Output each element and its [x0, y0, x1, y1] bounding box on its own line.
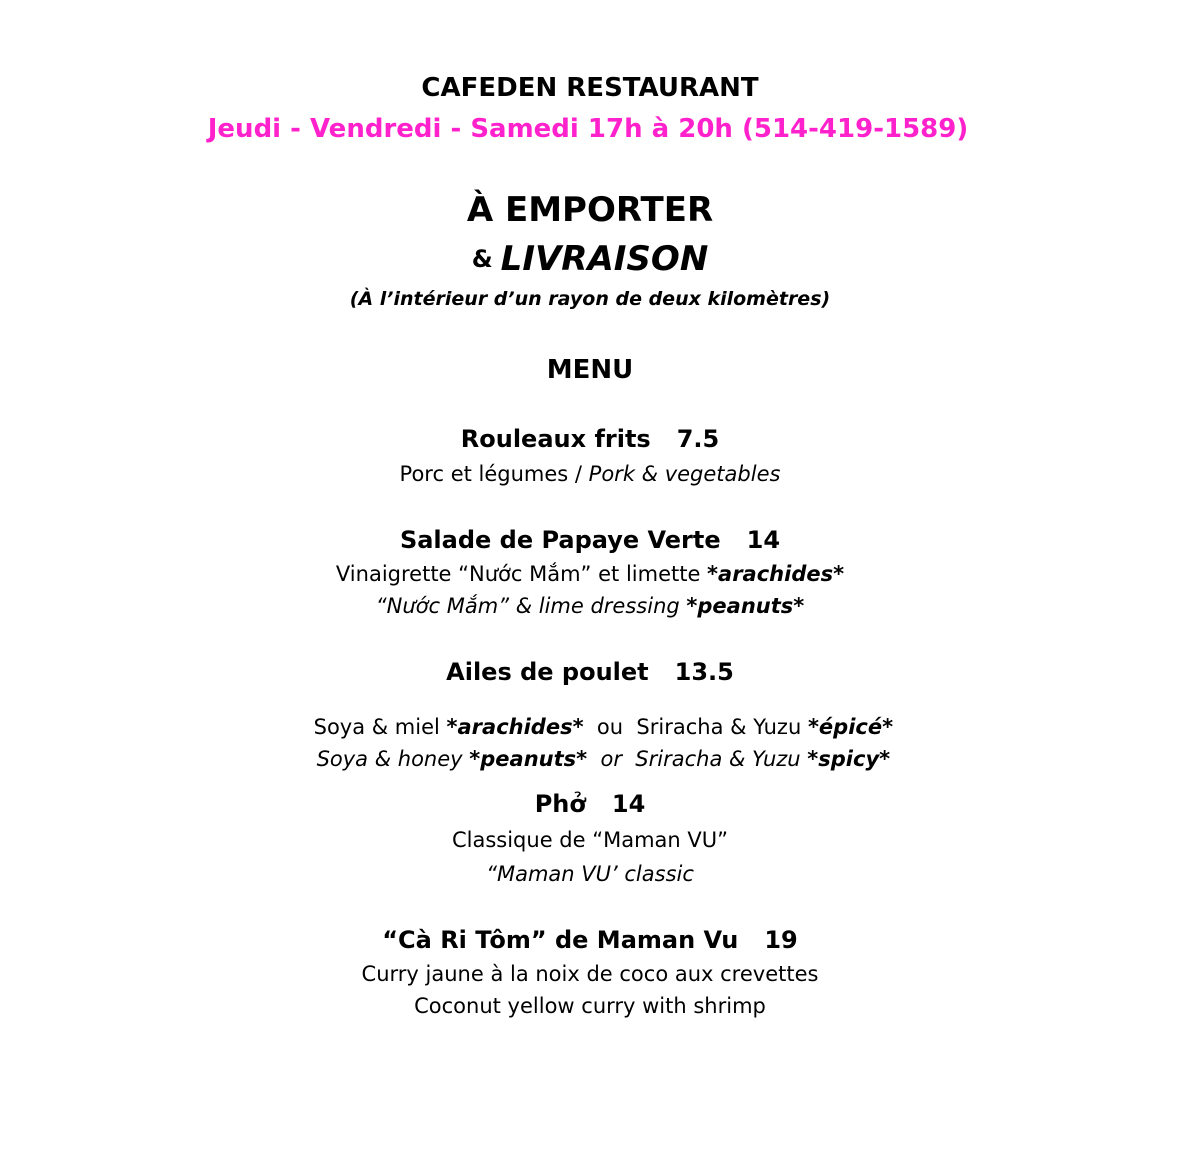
allergen-tag: *peanuts*	[469, 747, 588, 771]
menu-item-description-en	[0, 596, 1180, 617]
menu-item-price: 14	[746, 526, 781, 554]
menu-item-description-en	[0, 728, 1180, 791]
menu-item-price: 7.5	[676, 425, 720, 453]
description-en: Pork & vegetables	[588, 462, 781, 486]
menu-item-title	[0, 792, 1180, 816]
allergen-tag: *arachides*	[446, 715, 584, 739]
hours-and-phone: Jeudi - Vendredi - Samedi 17h à 20h (514-419-1589)	[207, 114, 969, 144]
menu-item-name: Ailes de poulet	[446, 658, 649, 686]
menu-title: MENU	[546, 355, 634, 385]
menu-item-description-fr: Curry jaune à la noix de coco aux crevettes	[361, 962, 819, 986]
restaurant-name: CAFEDEN RESTAURANT	[421, 73, 759, 103]
takeout-title: À EMPORTER	[466, 190, 714, 230]
menu-item-name: Rouleaux frits	[460, 425, 651, 453]
description-text: “Nước Mắm” & lime dressing	[375, 594, 687, 618]
menu-item-description-en: Coconut yellow curry with shrimp	[414, 994, 766, 1018]
delivery-radius-note: (À l’intérieur d’un rayon de deux kilomètres)	[349, 288, 831, 310]
menu-item-description-fr	[0, 564, 1180, 585]
menu-item-description-fr: Classique de “Maman VU”	[451, 828, 729, 852]
ampersand: &	[471, 245, 493, 273]
menu-item-description	[0, 464, 1180, 485]
menu-item-price: 13.5	[674, 658, 734, 686]
menu-item-title	[0, 528, 1180, 552]
spicy-tag: *spicy*	[807, 747, 891, 771]
menu-item-price: 19	[764, 926, 798, 954]
menu-item-price: 14	[611, 790, 646, 818]
menu-item-description-en: “Maman VU’ classic	[486, 862, 694, 886]
menu-item-name: “Cà Ri Tôm” de Maman Vu	[382, 926, 739, 954]
allergen-tag: *peanuts*	[686, 594, 805, 618]
description-text: Soya & honey	[316, 747, 470, 771]
description-text: or Sriracha & Yuzu	[587, 747, 808, 771]
description-text: ou Sriracha & Yuzu	[583, 715, 808, 739]
spicy-tag: *épicé*	[807, 715, 894, 739]
menu-item-title	[0, 660, 1180, 684]
allergen-tag: *arachides*	[707, 562, 845, 586]
delivery-label: LIVRAISON	[500, 239, 709, 279]
menu-item-name: Salade de Papaye Verte	[399, 526, 721, 554]
menu-item-title	[0, 928, 1180, 952]
description-text: Vinaigrette “Nước Mắm” et limette	[335, 562, 708, 586]
menu-item-title	[0, 427, 1180, 451]
description-fr: Porc et légumes /	[399, 462, 589, 486]
menu-item-name: Phở	[534, 790, 586, 818]
description-text: Soya & miel	[313, 715, 447, 739]
delivery-title	[0, 239, 1180, 279]
